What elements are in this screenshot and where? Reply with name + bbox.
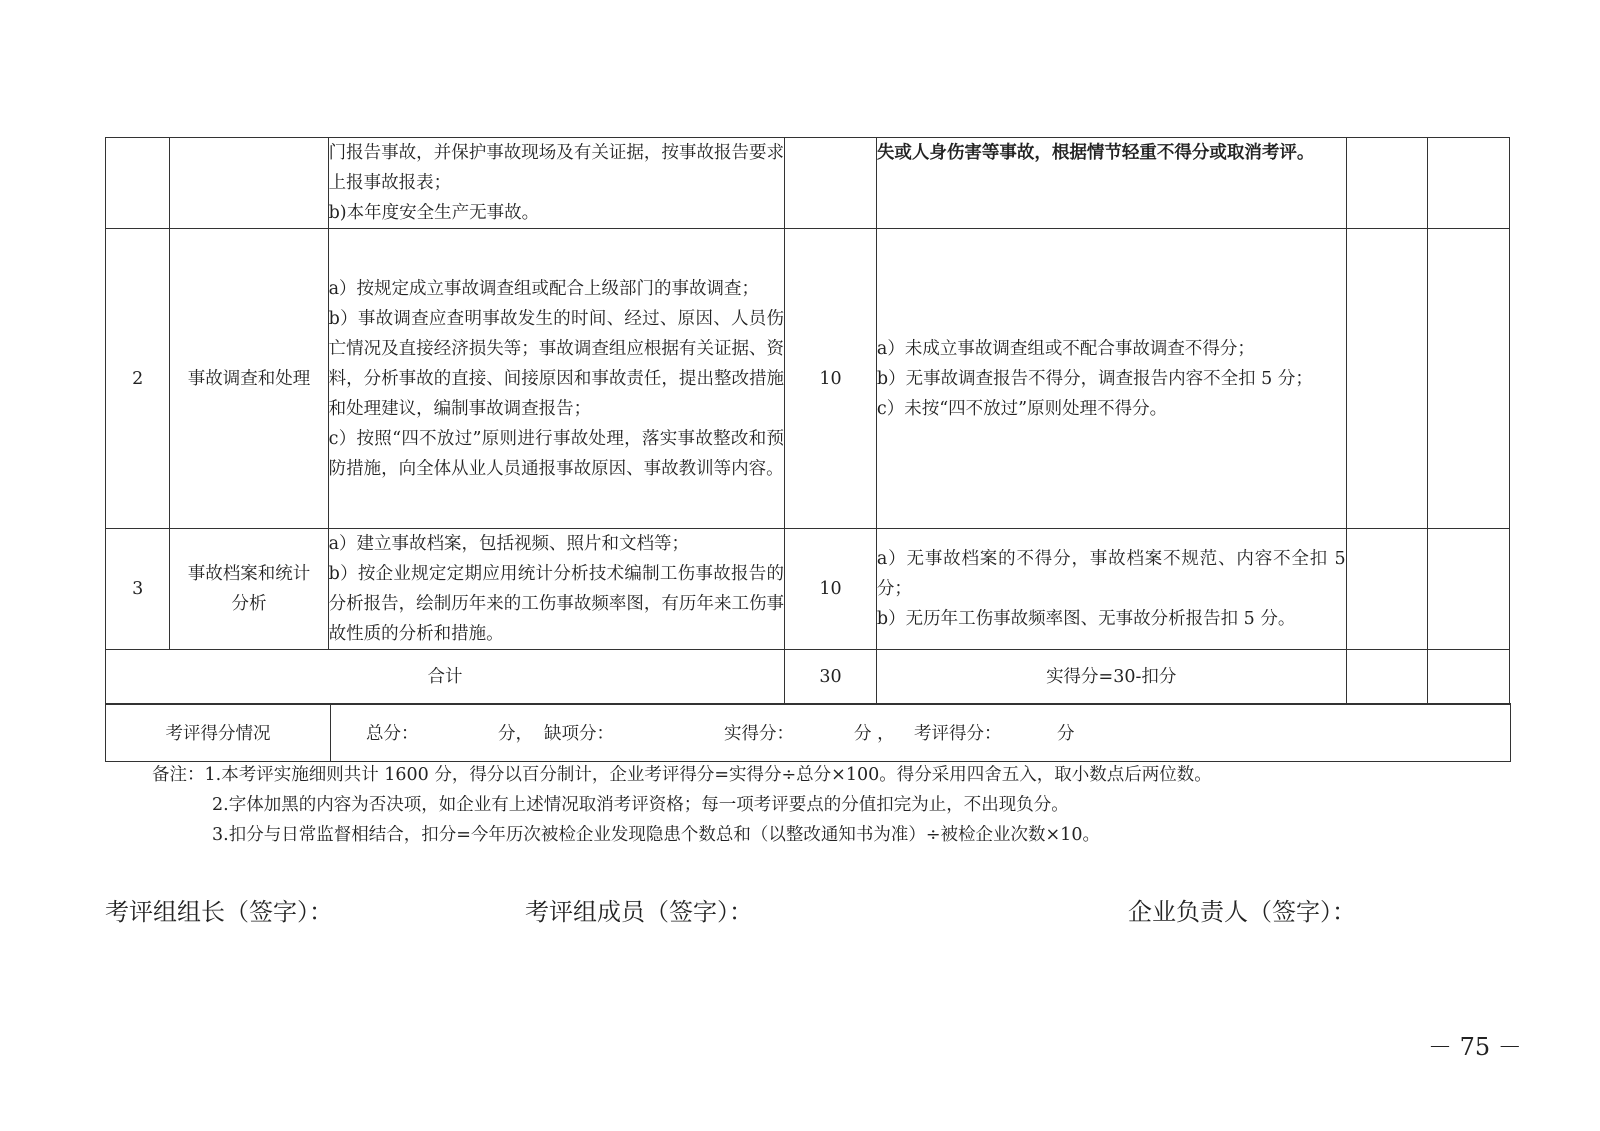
row-number: 2 <box>106 229 170 529</box>
leader-signature: 考评组组长（签字）： <box>105 898 333 926</box>
evaluation-table <box>105 703 1511 762</box>
unit-label: 分， <box>498 724 533 744</box>
criteria-cell <box>876 529 1346 650</box>
content-line: a）建立事故档案，包括视频、照片和文档等； <box>328 534 690 554</box>
score-cell <box>785 138 877 229</box>
content-line: c）按照“四不放过”原则进行事故处理，落实事故整改和预防措施，向全体从业人员通报事故原因、事故教训等内容。 <box>328 428 785 479</box>
member-signature: 考评组成员（签字）： <box>525 898 753 926</box>
content-line: 门报告事故，并保护事故现场及有关证据，按事故报告要求上报事故报表； <box>328 143 785 193</box>
total-score: 30 <box>785 650 877 705</box>
evaluation-row <box>106 704 1511 762</box>
table-row <box>106 229 1510 529</box>
content-cell <box>328 138 784 229</box>
company-signature: 企业负责人（签字）： <box>1128 898 1356 926</box>
evaluation-label: 考评得分情况 <box>106 704 331 762</box>
note-line: 2.字体加黑的内容为否决项，如企业有上述情况取消考评资格；每一项考评要点的分值扣完为止，不出现负分。 <box>212 795 1069 815</box>
page-number: － 75 － <box>1428 1033 1522 1061</box>
assessment-table <box>105 137 1510 705</box>
criteria-line: c）未按“四不放过”原则处理不得分。 <box>876 398 1168 419</box>
content-line: b）按企业规定定期应用统计分析技术编制工伤事故报告的分析报告，绘制历年来的工伤事故频率图，有历年来工伤事故性质的分析和措施。 <box>328 564 785 644</box>
score-value: 10 <box>785 229 877 529</box>
deduct-cell <box>1346 138 1428 229</box>
no-cell <box>106 138 170 229</box>
remark-cell <box>1428 529 1510 650</box>
item-name: 事故调查和处理 <box>170 229 328 529</box>
total-formula: 实得分=30-扣分 <box>876 650 1346 705</box>
score-value: 10 <box>785 529 877 650</box>
deduct-cell <box>1346 529 1428 650</box>
evaluation-score-label: 考评得分： <box>914 724 1002 744</box>
note-line: 3.扣分与日常监督相结合，扣分=今年历次被检企业发现隐患个数总和（以整改通知书为准）÷被检企业次数×10。 <box>212 825 1100 845</box>
criteria-line: a）无事故档案的不得分，事故档案不规范、内容不全扣 5 分； <box>876 549 1346 599</box>
criteria-line: b）无事故调查报告不得分，调查报告内容不全扣 5 分； <box>876 368 1313 389</box>
total-score-label: 总分： <box>366 724 419 744</box>
item-cell <box>170 138 328 229</box>
content-line: a）按规定成立事故调查组或配合上级部门的事故调查； <box>328 278 760 299</box>
veto-criteria-text: 失或人身伤害等事故，根据情节轻重不得分或取消考评。 <box>876 143 1315 163</box>
criteria-line: a）未成立事故调查组或不配合事故调查不得分； <box>876 338 1255 359</box>
row-number: 3 <box>106 529 170 650</box>
item-name: 事故档案和统计分析 <box>170 529 328 650</box>
missing-score-label: 缺项分： <box>544 724 614 744</box>
criteria-cell <box>876 229 1346 529</box>
remark-cell <box>1428 229 1510 529</box>
unit-label: 分 <box>1057 724 1075 744</box>
unit-label: 分 ， <box>854 724 895 744</box>
content-line: b）事故调查应查明事故发生的时间、经过、原因、人员伤亡情况及直接经济损失等；事故调查组应根据有关证据、资料，分析事故的直接、间接原因和事故责任，提出整改措施和处理建议，编制事故调查报告； <box>328 308 785 419</box>
content-cell <box>328 529 784 650</box>
remark-cell <box>1428 138 1510 229</box>
table-row <box>106 529 1510 650</box>
note-line: 备注：1.本考评实施细则共计 1600 分，得分以百分制计，企业考评得分=实得分÷总分×100。得分采用四舍五入，取小数点后两位数。 <box>152 765 1212 785</box>
criteria-cell <box>876 138 1346 229</box>
total-row <box>106 650 1510 705</box>
content-line: b)本年度安全生产无事故。 <box>328 203 540 223</box>
deduct-cell <box>1346 650 1428 705</box>
remark-cell <box>1428 650 1510 705</box>
content-cell <box>328 229 784 529</box>
table-row-continued <box>106 138 1510 229</box>
evaluation-fields <box>331 704 1511 762</box>
notes <box>152 760 1212 850</box>
deduct-cell <box>1346 229 1428 529</box>
total-label: 合计 <box>106 650 785 705</box>
criteria-line: b）无历年工伤事故频率图、无事故分析报告扣 5 分。 <box>876 609 1296 629</box>
actual-score-label: 实得分： <box>724 724 794 744</box>
